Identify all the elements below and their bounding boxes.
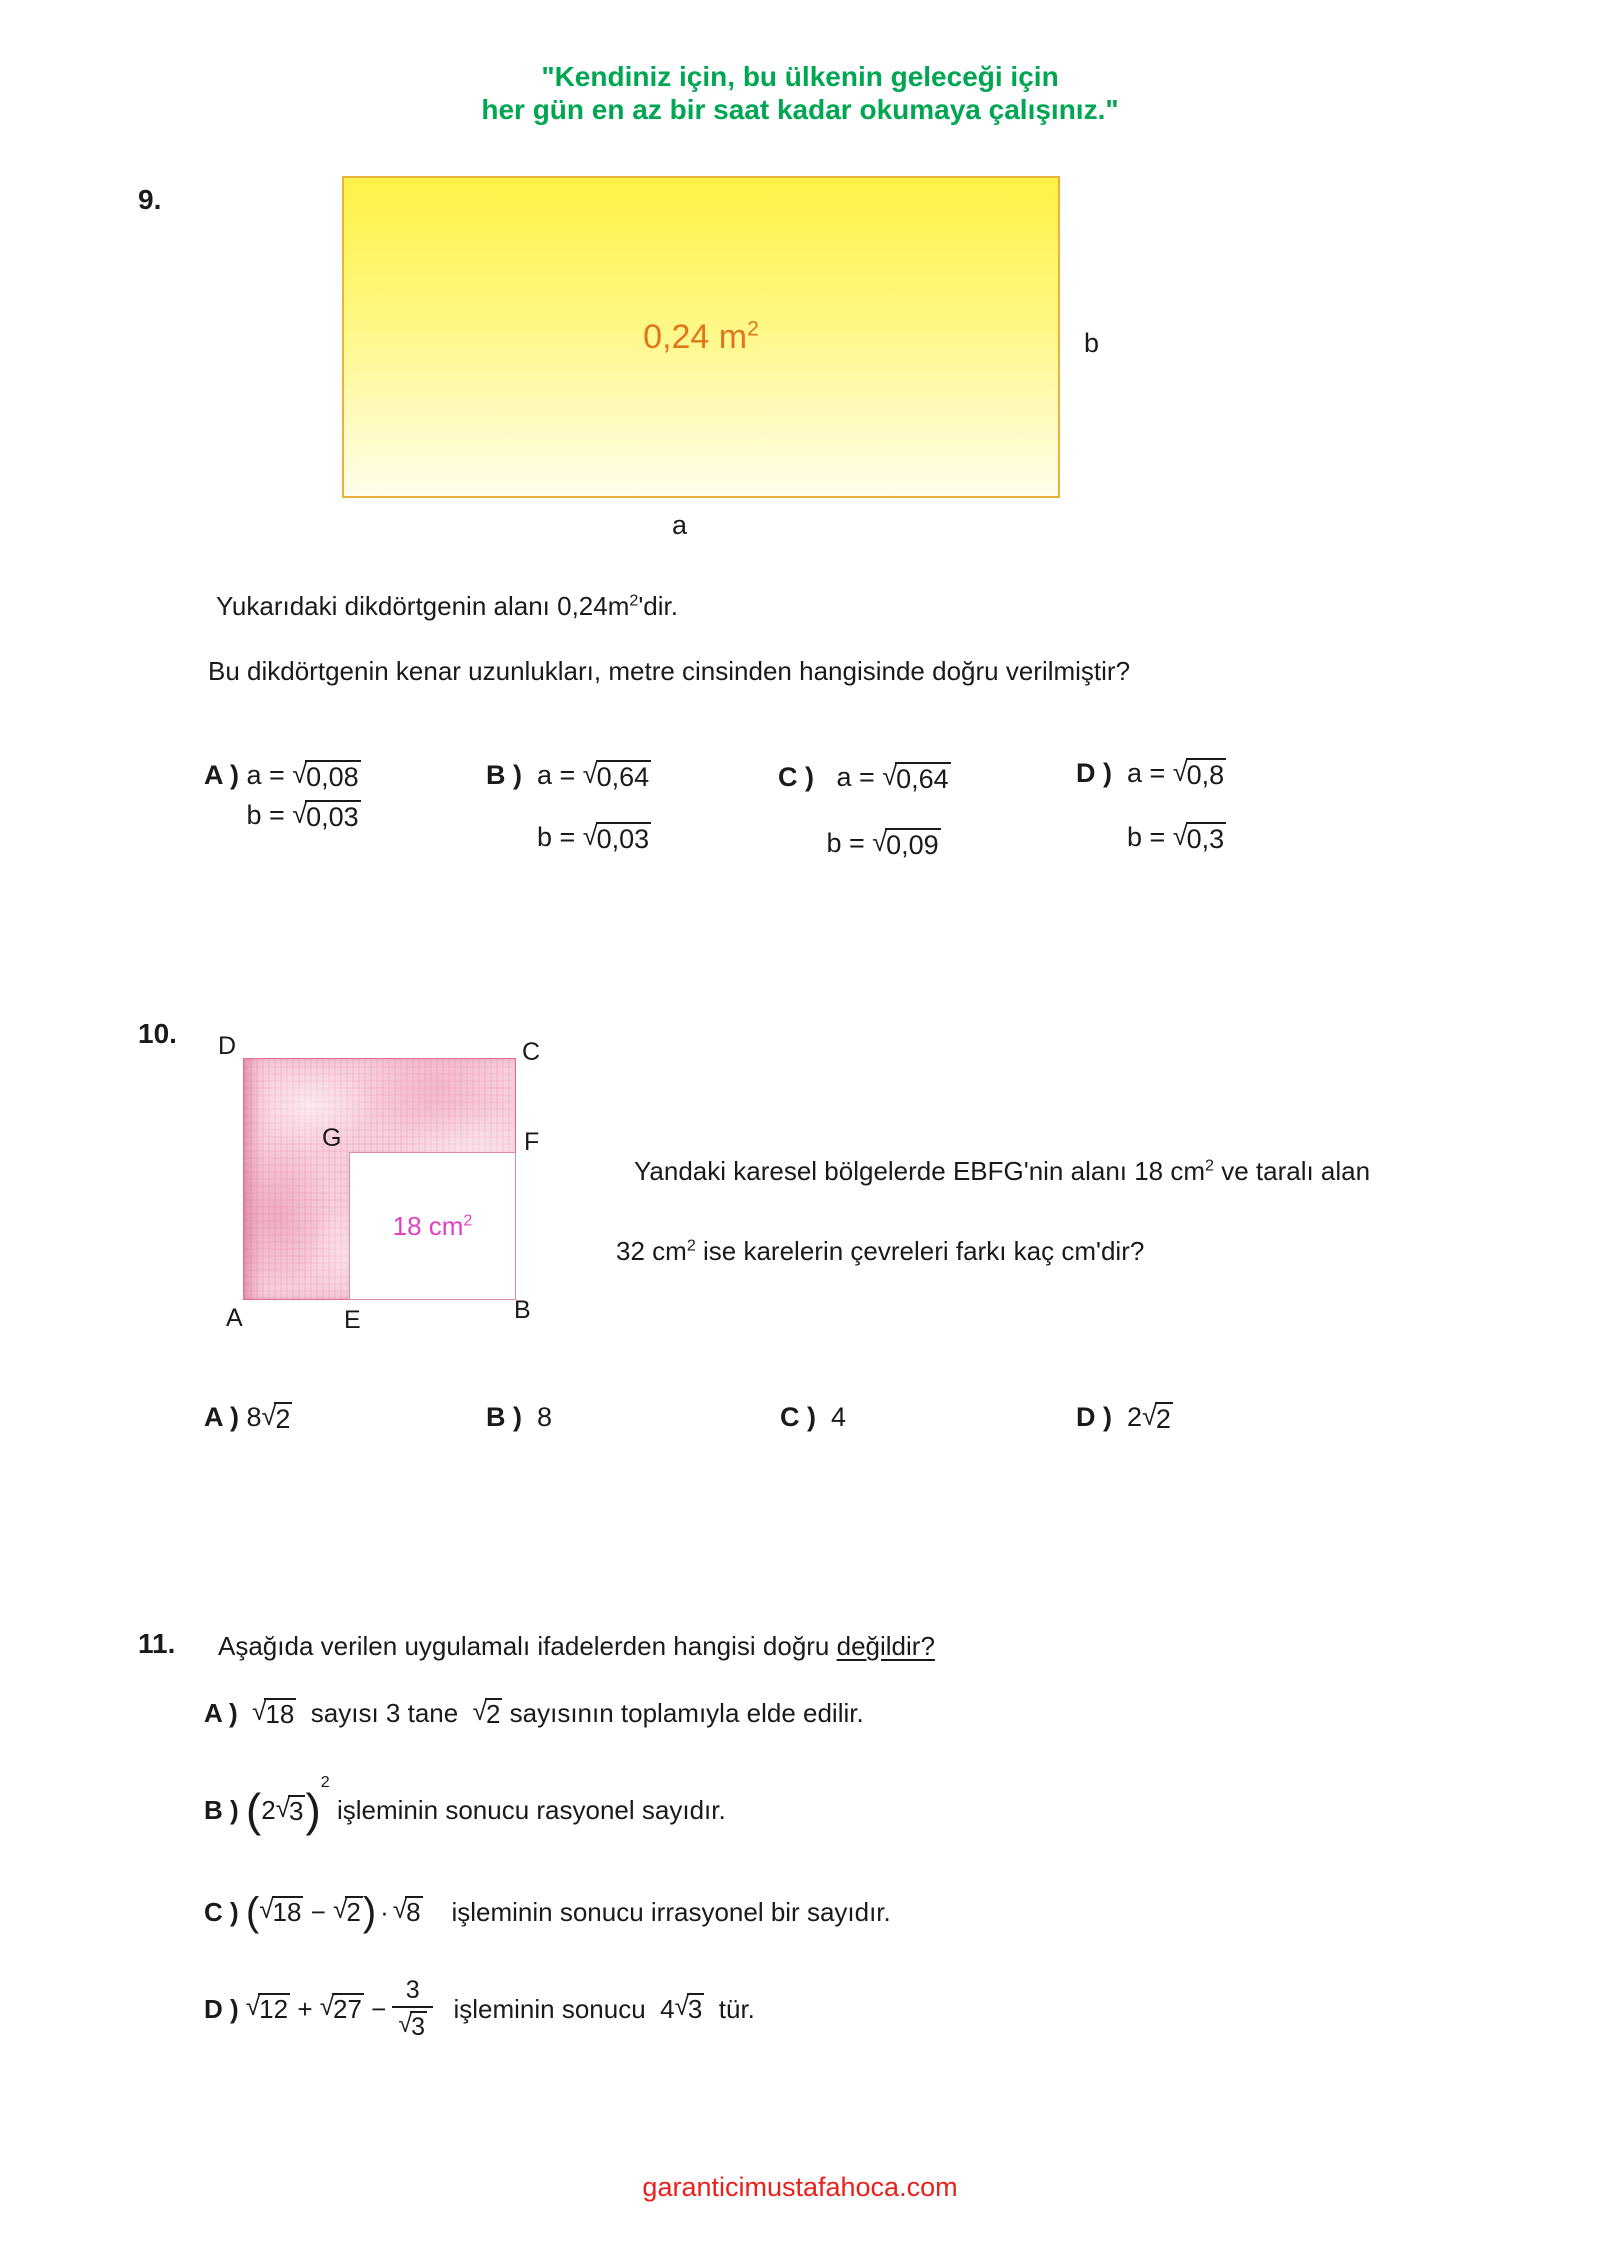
radicand: 0,8	[1186, 760, 1225, 790]
q9-option-d-eq-a	[1127, 758, 1226, 790]
q9-rectangle-figure	[342, 176, 1060, 498]
q10-corner-B: B	[514, 1296, 531, 1324]
radicand: 0,64	[896, 764, 949, 794]
q9-option-b	[486, 760, 651, 854]
q11-option-a	[204, 1698, 864, 1729]
q9-a-eq: a =	[537, 760, 583, 790]
q11-option-a-label: A )	[204, 1698, 253, 1729]
q9-option-d-label: D )	[1076, 758, 1127, 788]
plus-sign: +	[290, 1993, 320, 2024]
question-10-number: 10.	[138, 1018, 177, 1049]
q9-question-text: Bu dikdörtgenin kenar uzunlukları, metre cinsinden hangisinde doğru verilmiştir?	[208, 656, 1131, 686]
question-11-number: 11.	[138, 1628, 176, 1659]
q9-option-c	[778, 762, 951, 860]
q9-area-sup: 2	[747, 317, 759, 341]
q10-line1-post: ve taralı alan	[1214, 1156, 1371, 1186]
radicand: 0,03	[306, 802, 359, 833]
q11-b-post: işleminin sonucu rasyonel sayıdır.	[329, 1794, 726, 1825]
open-paren: (	[245, 1890, 260, 1934]
q10-shaded-square-figure	[243, 1058, 516, 1300]
q9-option-a-label: A )	[204, 760, 247, 790]
q11-a-mid: sayısı 3 tane	[296, 1698, 473, 1729]
radicand: 0,64	[596, 762, 650, 792]
q9-b-eq: b =	[826, 828, 873, 859]
radical-sign: √	[582, 759, 598, 789]
close-paren: )	[305, 1784, 321, 1836]
footer-website: garanticimustafahoca.com	[642, 2172, 958, 2202]
q9-side-b-label: b	[1084, 328, 1100, 358]
q10-corner-E: E	[344, 1306, 361, 1334]
q9-statement-sup: 2	[629, 591, 639, 610]
q10-option-a-label: A )	[204, 1402, 247, 1432]
q9-option-b-eq-a	[537, 760, 651, 792]
radicand: 0,3	[1186, 824, 1225, 855]
q10-option-d-label: D )	[1076, 1402, 1127, 1432]
radical-sign: √	[472, 1696, 487, 1726]
q9-option-c-label: C )	[778, 762, 837, 792]
q10-line1-pre: Yandaki karesel bölgelerde EBFG'nin alanı 18 cm	[634, 1156, 1206, 1186]
radical-sign: √	[252, 1696, 267, 1726]
header-quote	[0, 60, 1600, 126]
q11-option-c	[204, 1890, 891, 1934]
fraction-denominator	[392, 2006, 433, 2041]
coefficient: 4	[660, 1993, 675, 2024]
quote-line-2: her gün en az bir saat kadar okumaya çalışınız."	[481, 94, 1119, 125]
q10-option-c-value: 4	[831, 1402, 847, 1432]
q9-statement	[216, 590, 678, 622]
q10-option-b	[486, 1402, 552, 1433]
q10-area-label	[393, 1211, 473, 1242]
q11-d-mid: işleminin sonucu	[439, 1993, 661, 2024]
q11-question-text	[218, 1630, 935, 1662]
radical-sign: √	[245, 1991, 261, 2022]
radical-sign: √	[398, 2010, 413, 2039]
q9-option-c-eq-a	[837, 762, 951, 794]
radicand: 27	[333, 1994, 362, 2025]
multiply-dot: ·	[380, 1896, 389, 1927]
q9-a-eq: a =	[1127, 758, 1173, 788]
q10-corner-G: G	[322, 1124, 342, 1152]
q11-question-emph: değildir?	[836, 1631, 935, 1661]
q11-option-d-label: D )	[204, 1993, 246, 2024]
radical-sign: √	[1172, 821, 1188, 852]
minus-sign: −	[303, 1896, 334, 1927]
q11-a-post: sayısının toplamıyla elde edilir.	[502, 1698, 864, 1729]
radicand: 8	[406, 1897, 421, 1928]
radical-sign: √	[1172, 757, 1188, 787]
radicand: 18	[265, 1699, 295, 1729]
q10-option-b-value: 8	[537, 1402, 553, 1432]
q10-corner-C: C	[522, 1038, 541, 1066]
radicand: 0,09	[886, 830, 939, 861]
q10-corner-F: F	[524, 1128, 540, 1156]
radicand: 12	[259, 1994, 289, 2025]
radical-sign: √	[582, 821, 598, 852]
radical-sign: √	[333, 1894, 348, 1925]
radicand: 18	[272, 1897, 302, 1928]
q9-option-a-eq-a	[247, 760, 361, 792]
q9-option-c-eq-b	[827, 828, 951, 860]
radicand: 2	[275, 1404, 291, 1434]
q10-text-line1	[634, 1155, 1370, 1187]
q10-text-line2	[616, 1235, 1144, 1267]
q10-option-c-label: C )	[780, 1402, 831, 1432]
radical-sign: √	[292, 799, 308, 830]
q10-line1-sup: 2	[1205, 1156, 1214, 1175]
q9-area-label	[643, 318, 759, 357]
radicand: 3	[288, 1795, 304, 1826]
radicand: 3	[687, 1994, 703, 2025]
q11-question-pre: Aşağıda verilen uygulamalı ifadelerden hangisi doğru	[218, 1631, 837, 1661]
radicand: 3	[411, 2013, 425, 2042]
q11-option-b: B ) ( 2 √ 3 ) 2 işleminin sonucu rasyonel sayıdır.	[204, 1773, 726, 1836]
q11-option-d	[204, 1972, 755, 2046]
q9-option-a	[204, 760, 361, 832]
q9-option-a-eq-b	[247, 800, 361, 832]
coefficient: 2	[1127, 1402, 1143, 1432]
radical-sign: √	[882, 761, 898, 791]
q10-line2-pre: 32 cm	[616, 1236, 687, 1266]
q10-corner-D: D	[218, 1032, 237, 1060]
q10-line2-post: ise karelerin çevreleri farkı kaç cm'dir?	[695, 1236, 1145, 1266]
q10-line2-sup: 2	[686, 1236, 696, 1255]
q9-statement-post: 'dir.	[638, 591, 678, 621]
radical-sign: √	[674, 1991, 689, 2022]
question-9-number: 9.	[138, 184, 162, 215]
radical-sign: √	[261, 1401, 277, 1431]
q9-b-eq: b =	[246, 800, 293, 831]
coefficient: 2	[261, 1794, 276, 1825]
q9-b-eq: b =	[537, 822, 583, 853]
quote-line-1: "Kendiniz için, bu ülkenin geleceği için	[541, 61, 1059, 92]
radical-sign: √	[392, 1894, 408, 1925]
q10-corner-A: A	[226, 1304, 243, 1332]
q10-inner-white-square	[349, 1152, 516, 1300]
q10-area-sup: 2	[463, 1210, 473, 1229]
radical-sign: √	[275, 1792, 290, 1823]
radicand: 0,08	[306, 762, 359, 792]
q9-option-d	[1076, 758, 1226, 854]
coefficient: 8	[246, 1402, 262, 1432]
radical-sign: √	[319, 1991, 335, 2022]
q9-statement-pre: Yukarıdaki dikdörtgenin alanı 0,24m	[216, 591, 630, 621]
minus-sign: −	[363, 1993, 387, 2024]
q11-option-b-label: B )	[204, 1794, 246, 1825]
radical-sign: √	[1142, 1401, 1157, 1431]
radical-sign: √	[872, 827, 888, 858]
q10-option-b-label: B )	[486, 1402, 537, 1432]
fraction-numerator: 3	[405, 1975, 420, 2004]
q9-option-d-eq-b	[1127, 822, 1226, 854]
q10-option-c	[780, 1402, 846, 1433]
q11-d-post: tür.	[704, 1993, 755, 2024]
q9-a-eq: a =	[246, 760, 293, 790]
q9-option-b-label: B )	[486, 760, 537, 790]
q9-b-eq: b =	[1127, 822, 1173, 853]
q11-c-post: işleminin sonucu irrasyonel bir sayıdır.	[422, 1896, 891, 1927]
q9-option-b-eq-b	[537, 822, 651, 854]
radical-sign: √	[259, 1894, 274, 1925]
q10-option-d	[1076, 1402, 1173, 1434]
close-paren: )	[362, 1890, 377, 1934]
radical-sign: √	[292, 759, 308, 789]
q9-side-a-label: a	[672, 510, 688, 540]
radicand: 2	[1155, 1404, 1171, 1434]
open-paren: (	[245, 1784, 262, 1836]
q9-area-value: 0,24 m	[643, 317, 748, 356]
q10-area-value: 18 cm	[392, 1210, 464, 1241]
q11-option-c-label: C )	[204, 1896, 246, 1927]
radicand: 2	[485, 1699, 501, 1729]
q9-a-eq: a =	[836, 762, 883, 792]
radicand: 0,03	[596, 824, 650, 855]
radicand: 2	[346, 1897, 361, 1928]
q10-option-a	[204, 1402, 292, 1434]
fraction	[392, 1977, 433, 2041]
